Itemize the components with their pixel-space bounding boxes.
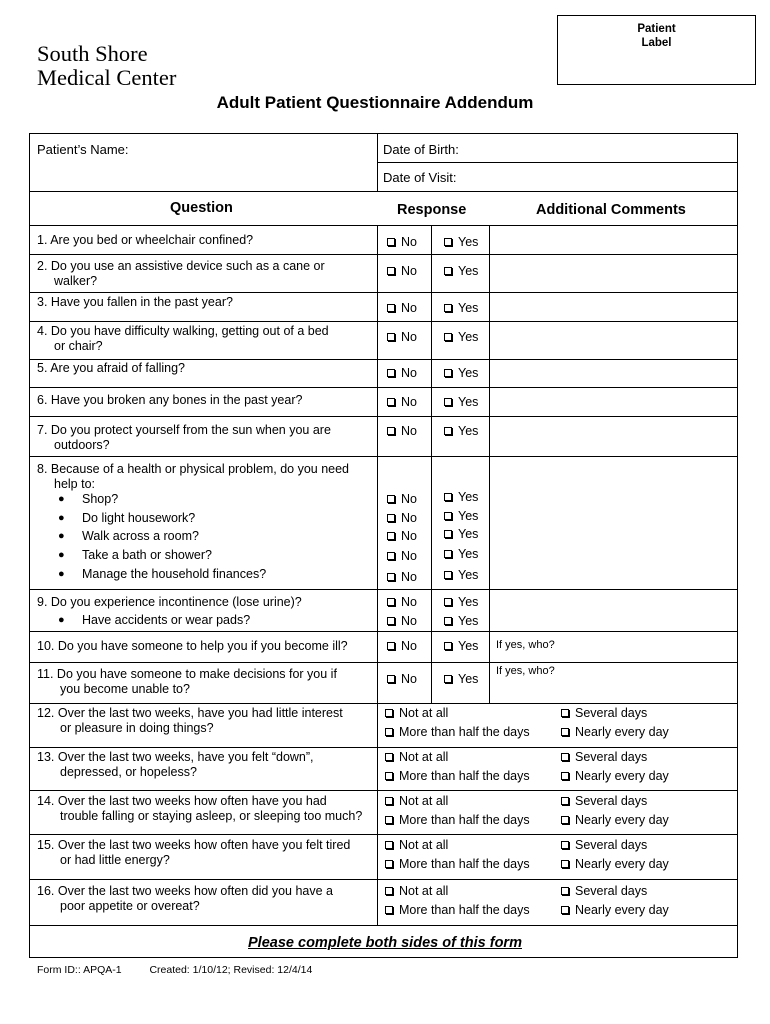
bullet-icon: ● — [58, 549, 65, 561]
q12-nearly-every-day-checkbox[interactable]: Nearly every day — [561, 725, 669, 740]
row-divider — [30, 834, 738, 835]
q13-not-at-all-checkbox[interactable]: Not at all — [385, 750, 448, 765]
form-id: Form ID:: APQA-1 — [37, 964, 122, 976]
checkbox-icon — [385, 709, 393, 717]
q14-several-days-checkbox[interactable]: Several days — [561, 794, 647, 809]
question-11-line-2: you become unable to? — [60, 682, 190, 696]
checkbox-icon — [385, 797, 393, 805]
q15-not-at-all-checkbox[interactable]: Not at all — [385, 838, 448, 853]
checkbox-icon — [385, 887, 393, 895]
checkbox-icon — [561, 709, 569, 717]
question-14-line-1: 14. Over the last two weeks how often have you had — [37, 794, 327, 808]
q8-bath-yes-checkbox[interactable]: Yes — [444, 547, 478, 562]
question-16-line-1: 16. Over the last two weeks how often did you have a — [37, 884, 334, 898]
question-7-line-2: outdoors? — [54, 438, 110, 452]
q8-bath-no-checkbox[interactable]: No — [387, 549, 417, 564]
row-divider — [30, 254, 738, 255]
q7-yes-checkbox[interactable]: Yes — [444, 424, 478, 439]
question-8-item-bath: Take a bath or shower? — [82, 548, 212, 562]
bullet-icon: ● — [58, 614, 65, 626]
form-dates: Created: 1/10/12; Revised: 12/4/14 — [149, 964, 313, 976]
checkbox-icon — [561, 887, 569, 895]
q8-finances-no-checkbox[interactable]: No — [387, 570, 417, 585]
question-15-line-1: 15. Over the last two weeks how often have you felt tired — [37, 838, 351, 852]
q12-not-at-all-checkbox[interactable]: Not at all — [385, 706, 448, 721]
q4-yes-checkbox[interactable]: Yes — [444, 330, 478, 345]
q10-no-checkbox[interactable]: No — [387, 639, 417, 654]
checkbox-icon — [444, 598, 452, 606]
q2-no-checkbox[interactable]: No — [387, 264, 417, 279]
q11-no-checkbox[interactable]: No — [387, 672, 417, 687]
column-divider — [377, 225, 378, 925]
q13-more-than-half-checkbox[interactable]: More than half the days — [385, 769, 530, 784]
q3-no-checkbox[interactable]: No — [387, 301, 417, 316]
question-1: 1. Are you bed or wheelchair confined? — [37, 233, 254, 247]
bullet-icon: ● — [58, 493, 65, 505]
row-divider — [30, 703, 738, 704]
q8-housework-yes-checkbox[interactable]: Yes — [444, 509, 478, 524]
question-8-line-1: 8. Because of a health or physical problem, do you need — [37, 462, 350, 476]
q6-no-checkbox[interactable]: No — [387, 395, 417, 410]
checkbox-icon — [387, 304, 395, 312]
question-9: 9. Do you experience incontinence (lose urine)? — [37, 595, 302, 609]
q8-shop-no-checkbox[interactable]: No — [387, 492, 417, 507]
q6-yes-checkbox[interactable]: Yes — [444, 395, 478, 410]
q13-several-days-checkbox[interactable]: Several days — [561, 750, 647, 765]
question-2-line-1: 2. Do you use an assistive device such as a cane or — [37, 259, 325, 273]
checkbox-icon — [444, 530, 452, 538]
checkbox-icon — [387, 552, 395, 560]
row-divider — [30, 225, 738, 226]
checkbox-icon — [387, 495, 395, 503]
form-id-line — [37, 964, 312, 976]
row-divider — [30, 747, 738, 748]
question-10: 10. Do you have someone to help you if you become ill? — [37, 639, 348, 653]
checkbox-icon — [444, 369, 452, 377]
q9-sub-no-checkbox[interactable]: No — [387, 614, 417, 629]
checkbox-icon — [444, 550, 452, 558]
checkbox-icon — [444, 267, 452, 275]
question-13-line-1: 13. Over the last two weeks, have you felt “down”, — [37, 750, 314, 764]
checkbox-icon — [444, 642, 452, 650]
date-of-birth-label: Date of Birth: — [383, 142, 459, 157]
checkbox-icon — [444, 427, 452, 435]
q8-walk-yes-checkbox[interactable]: Yes — [444, 527, 478, 542]
q5-yes-checkbox[interactable]: Yes — [444, 366, 478, 381]
checkbox-icon — [385, 772, 393, 780]
question-5: 5. Are you afraid of falling? — [37, 361, 186, 375]
q7-no-checkbox[interactable]: No — [387, 424, 417, 439]
checkbox-icon — [387, 369, 395, 377]
q14-not-at-all-checkbox[interactable]: Not at all — [385, 794, 448, 809]
q16-not-at-all-checkbox[interactable]: Not at all — [385, 884, 448, 899]
checkbox-icon — [387, 598, 395, 606]
checkbox-icon — [444, 333, 452, 341]
q1-no-checkbox[interactable]: No — [387, 235, 417, 250]
patient-label-box — [557, 15, 756, 85]
q10-yes-checkbox[interactable]: Yes — [444, 639, 478, 654]
checkbox-icon — [444, 571, 452, 579]
question-12-line-2: or pleasure in doing things? — [60, 721, 214, 735]
q10-if-yes-who[interactable]: If yes, who? — [496, 639, 555, 651]
q8-shop-yes-checkbox[interactable]: Yes — [444, 490, 478, 505]
checkbox-icon — [385, 728, 393, 736]
row-divider — [30, 321, 738, 322]
question-6: 6. Have you broken any bones in the past year? — [37, 393, 303, 407]
checkbox-icon — [387, 267, 395, 275]
checkbox-icon — [387, 573, 395, 581]
question-3: 3. Have you fallen in the past year? — [37, 295, 233, 309]
checkbox-icon — [444, 398, 452, 406]
checkbox-icon — [387, 642, 395, 650]
response-column-header: Response — [397, 202, 467, 218]
checkbox-icon — [387, 617, 395, 625]
q13-nearly-every-day-checkbox[interactable]: Nearly every day — [561, 769, 669, 784]
row-divider — [377, 162, 738, 163]
q9-sub-yes-checkbox[interactable]: Yes — [444, 614, 478, 629]
row-divider — [30, 589, 738, 590]
checkbox-icon — [387, 514, 395, 522]
question-14-line-2: trouble falling or staying asleep, or sleeping too much? — [60, 809, 363, 823]
q14-nearly-every-day-checkbox[interactable]: Nearly every day — [561, 813, 669, 828]
questionnaire-table — [29, 133, 738, 958]
q5-no-checkbox[interactable]: No — [387, 366, 417, 381]
question-16-line-2: poor appetite or overeat? — [60, 899, 200, 913]
bullet-icon: ● — [58, 512, 65, 524]
checkbox-icon — [385, 906, 393, 914]
date-of-visit-label: Date of Visit: — [383, 170, 457, 185]
question-8-item-walk: Walk across a room? — [82, 529, 199, 543]
q12-more-than-half-checkbox[interactable]: More than half the days — [385, 725, 530, 740]
logo-line-2: Medical Center — [37, 65, 177, 90]
column-divider — [377, 134, 378, 191]
checkbox-icon — [561, 728, 569, 736]
q12-several-days-checkbox[interactable]: Several days — [561, 706, 647, 721]
question-11-line-1: 11. Do you have someone to make decisions for you if — [37, 667, 337, 681]
row-divider — [30, 790, 738, 791]
checkbox-icon — [385, 841, 393, 849]
q8-finances-yes-checkbox[interactable]: Yes — [444, 568, 478, 583]
checkbox-icon — [561, 860, 569, 868]
q4-no-checkbox[interactable]: No — [387, 330, 417, 345]
checkbox-icon — [387, 333, 395, 341]
bullet-icon: ● — [58, 568, 65, 580]
bullet-icon: ● — [58, 530, 65, 542]
row-divider — [30, 456, 738, 457]
row-divider — [30, 879, 738, 880]
row-divider — [30, 191, 738, 192]
patient-label-line-2: Label — [641, 37, 672, 49]
q14-more-than-half-checkbox[interactable]: More than half the days — [385, 813, 530, 828]
question-13-line-2: depressed, or hopeless? — [60, 765, 197, 779]
checkbox-icon — [387, 532, 395, 540]
question-column-header: Question — [170, 200, 233, 216]
q11-yes-checkbox[interactable]: Yes — [444, 672, 478, 687]
checkbox-icon — [385, 753, 393, 761]
question-8-item-housework: Do light housework? — [82, 511, 196, 525]
question-15-line-2: or had little energy? — [60, 853, 170, 867]
q8-housework-no-checkbox[interactable]: No — [387, 511, 417, 526]
q16-several-days-checkbox[interactable]: Several days — [561, 884, 647, 899]
q1-yes-checkbox[interactable]: Yes — [444, 235, 478, 250]
checkbox-icon — [387, 427, 395, 435]
logo-line-1: South Shore — [37, 41, 148, 66]
q8-walk-no-checkbox[interactable]: No — [387, 529, 417, 544]
question-12-line-1: 12. Over the last two weeks, have you had little interest — [37, 706, 343, 720]
q15-nearly-every-day-checkbox[interactable]: Nearly every day — [561, 857, 669, 872]
checkbox-icon — [561, 753, 569, 761]
patient-name-label: Patient’s Name: — [37, 142, 129, 157]
row-divider — [30, 359, 738, 360]
complete-both-sides-note: Please complete both sides of this form — [248, 935, 522, 951]
row-divider — [30, 631, 738, 632]
checkbox-icon — [444, 493, 452, 501]
checkbox-icon — [561, 906, 569, 914]
q16-more-than-half-checkbox[interactable]: More than half the days — [385, 903, 530, 918]
q9-no-checkbox[interactable]: No — [387, 595, 417, 610]
question-8-item-shop: Shop? — [82, 492, 119, 506]
row-divider — [30, 387, 738, 388]
checkbox-icon — [444, 512, 452, 520]
checkbox-icon — [561, 797, 569, 805]
checkbox-icon — [444, 238, 452, 246]
checkbox-icon — [561, 841, 569, 849]
checkbox-icon — [444, 304, 452, 312]
question-7-line-1: 7. Do you protect yourself from the sun when you are — [37, 423, 331, 437]
checkbox-icon — [444, 675, 452, 683]
checkbox-icon — [385, 816, 393, 824]
comments-column-header: Additional Comments — [536, 202, 686, 218]
q11-if-yes-who[interactable]: If yes, who? — [496, 665, 555, 677]
question-4-line-2: or chair? — [54, 339, 103, 353]
q15-more-than-half-checkbox[interactable]: More than half the days — [385, 857, 530, 872]
question-2-line-2: walker? — [54, 274, 98, 288]
column-divider — [431, 225, 432, 703]
question-8-item-finances: Manage the household finances? — [82, 567, 267, 581]
checkbox-icon — [385, 860, 393, 868]
question-9-sub: Have accidents or wear pads? — [82, 613, 251, 627]
column-divider — [489, 225, 490, 703]
question-4-line-1: 4. Do you have difficulty walking, getting out of a bed — [37, 324, 329, 338]
row-divider — [30, 292, 738, 293]
q3-yes-checkbox[interactable]: Yes — [444, 301, 478, 316]
checkbox-icon — [387, 675, 395, 683]
row-divider — [30, 416, 738, 417]
q16-nearly-every-day-checkbox[interactable]: Nearly every day — [561, 903, 669, 918]
row-divider — [30, 662, 738, 663]
form-title: Adult Patient Questionnaire Addendum — [216, 93, 534, 112]
patient-label-line-1: Patient — [637, 23, 676, 35]
question-8-line-2: help to: — [54, 477, 96, 491]
q2-yes-checkbox[interactable]: Yes — [444, 264, 478, 279]
checkbox-icon — [561, 772, 569, 780]
q9-yes-checkbox[interactable]: Yes — [444, 595, 478, 610]
row-divider — [30, 925, 738, 926]
q15-several-days-checkbox[interactable]: Several days — [561, 838, 647, 853]
checkbox-icon — [387, 398, 395, 406]
checkbox-icon — [561, 816, 569, 824]
hospital-logo — [37, 42, 176, 90]
checkbox-icon — [444, 617, 452, 625]
checkbox-icon — [387, 238, 395, 246]
